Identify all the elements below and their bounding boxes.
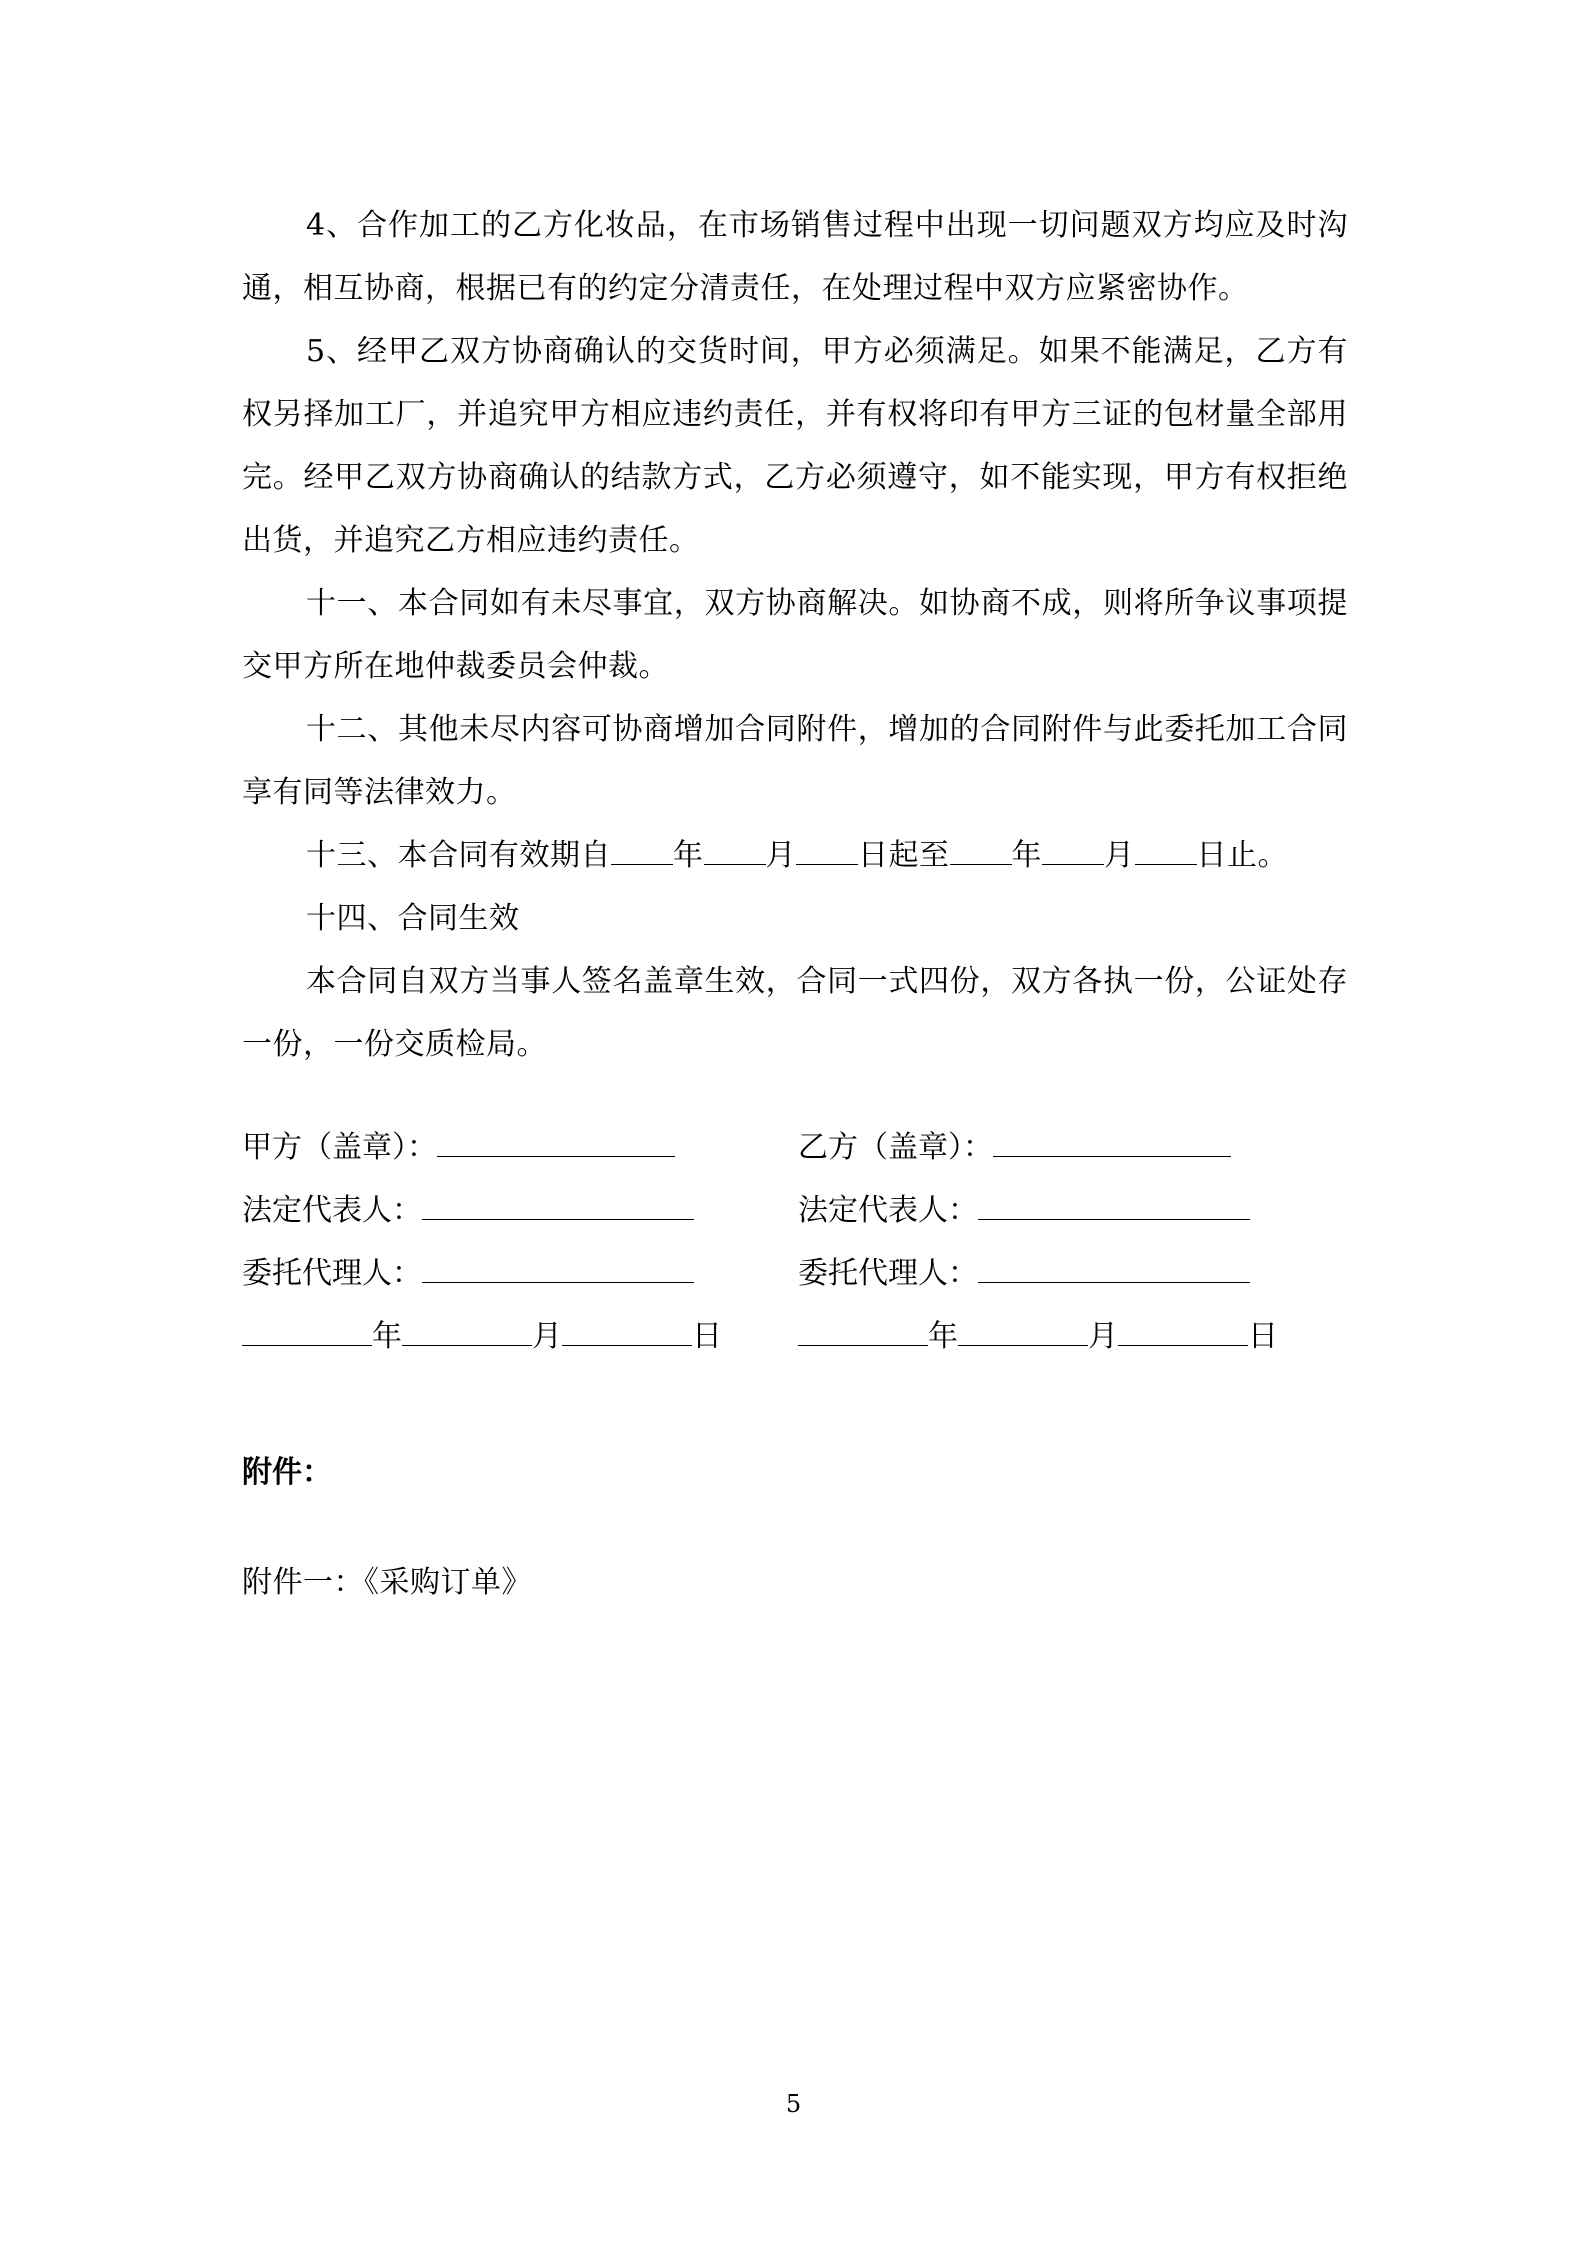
validity-month-label-2: 月 — [1104, 838, 1135, 873]
start-year-blank — [611, 834, 673, 865]
party-a-date — [242, 1305, 722, 1368]
attachment-item-1: 附件一：《采购订单》 — [242, 1565, 532, 1600]
party-b-day-blank — [1118, 1317, 1248, 1346]
party-b-seal — [798, 1116, 1231, 1179]
party-b-date — [798, 1305, 1278, 1368]
legal-rep-row — [242, 1179, 1348, 1242]
validity-year-label-2: 年 — [1011, 838, 1042, 873]
party-a-year-label: 年 — [372, 1319, 402, 1354]
clause-14-text: 本合同自双方当事人签名盖章生效，合同一式四份，双方各执一份，公证处存一份，一份交质检局。 — [242, 964, 1348, 1062]
page-number: 5 — [785, 2090, 802, 2118]
party-a-day-label: 日 — [692, 1319, 722, 1354]
party-a-agent — [242, 1242, 694, 1305]
party-b-agent-blank — [978, 1254, 1250, 1283]
party-a-legal-rep — [242, 1179, 694, 1242]
party-a-agent-label: 委托代理人： — [242, 1256, 422, 1291]
validity-day-end-label: 日止。 — [1196, 838, 1288, 873]
party-b-legal-rep — [798, 1179, 1250, 1242]
start-month-blank — [704, 834, 766, 865]
signature-block — [242, 1116, 1348, 1368]
seal-row — [242, 1116, 1348, 1179]
party-a-legal-rep-blank — [422, 1191, 694, 1220]
clause-14-title: 十四、合同生效 — [306, 901, 520, 936]
party-a-month-label: 月 — [532, 1319, 562, 1354]
party-a-day-blank — [562, 1317, 692, 1346]
end-month-blank — [1042, 834, 1104, 865]
clause-13-validity — [242, 824, 1348, 887]
agent-row — [242, 1242, 1348, 1305]
attachments-title: 附件： — [242, 1455, 332, 1490]
party-a-agent-blank — [422, 1254, 694, 1283]
date-row — [242, 1305, 1348, 1368]
validity-prefix: 十三、本合同有效期自 — [306, 838, 611, 873]
party-b-day-label: 日 — [1248, 1319, 1278, 1354]
party-a-seal-blank — [437, 1128, 675, 1157]
party-b-month-blank — [958, 1317, 1088, 1346]
party-b-month-label: 月 — [1088, 1319, 1118, 1354]
party-b-seal-label: 乙方（盖章）： — [798, 1130, 993, 1165]
contract-body — [242, 194, 1348, 1076]
clause-5: 5、经甲乙双方协商确认的交货时间，甲方必须满足。如果不能满足，乙方有权另择加工厂，并追究甲方相应违约责任，并有权将印有甲方三证的包材量全部用完。经甲乙双方协商确认的结款方式，乙方必须遵守，如不能实现，甲方有权拒绝出货，并追究乙方相应违约责任。 — [242, 334, 1348, 558]
clause-4: 4、合作加工的乙方化妆品，在市场销售过程中出现一切问题双方均应及时沟通，相互协商，根据已有的约定分清责任，在处理过程中双方应紧密协作。 — [242, 208, 1348, 306]
validity-day-from-label: 日起至 — [858, 838, 950, 873]
validity-year-label: 年 — [673, 838, 704, 873]
party-b-seal-blank — [993, 1128, 1231, 1157]
end-day-blank — [1135, 834, 1197, 865]
clause-12: 十二、其他未尽内容可协商增加合同附件，增加的合同附件与此委托加工合同享有同等法律效力。 — [242, 712, 1348, 810]
party-b-legal-rep-label: 法定代表人： — [798, 1193, 978, 1228]
end-year-blank — [950, 834, 1012, 865]
party-a-month-blank — [402, 1317, 532, 1346]
party-a-seal — [242, 1116, 675, 1179]
party-b-legal-rep-blank — [978, 1191, 1250, 1220]
party-a-legal-rep-label: 法定代表人： — [242, 1193, 422, 1228]
party-a-seal-label: 甲方（盖章）： — [242, 1130, 437, 1165]
start-day-blank — [796, 834, 858, 865]
party-a-year-blank — [242, 1317, 372, 1346]
party-b-year-blank — [798, 1317, 928, 1346]
party-b-agent — [798, 1242, 1250, 1305]
validity-month-label: 月 — [765, 838, 796, 873]
clause-11: 十一、本合同如有未尽事宜，双方协商解决。如协商不成，则将所争议事项提交甲方所在地仲裁委员会仲裁。 — [242, 586, 1348, 684]
party-b-year-label: 年 — [928, 1319, 958, 1354]
party-b-agent-label: 委托代理人： — [798, 1256, 978, 1291]
